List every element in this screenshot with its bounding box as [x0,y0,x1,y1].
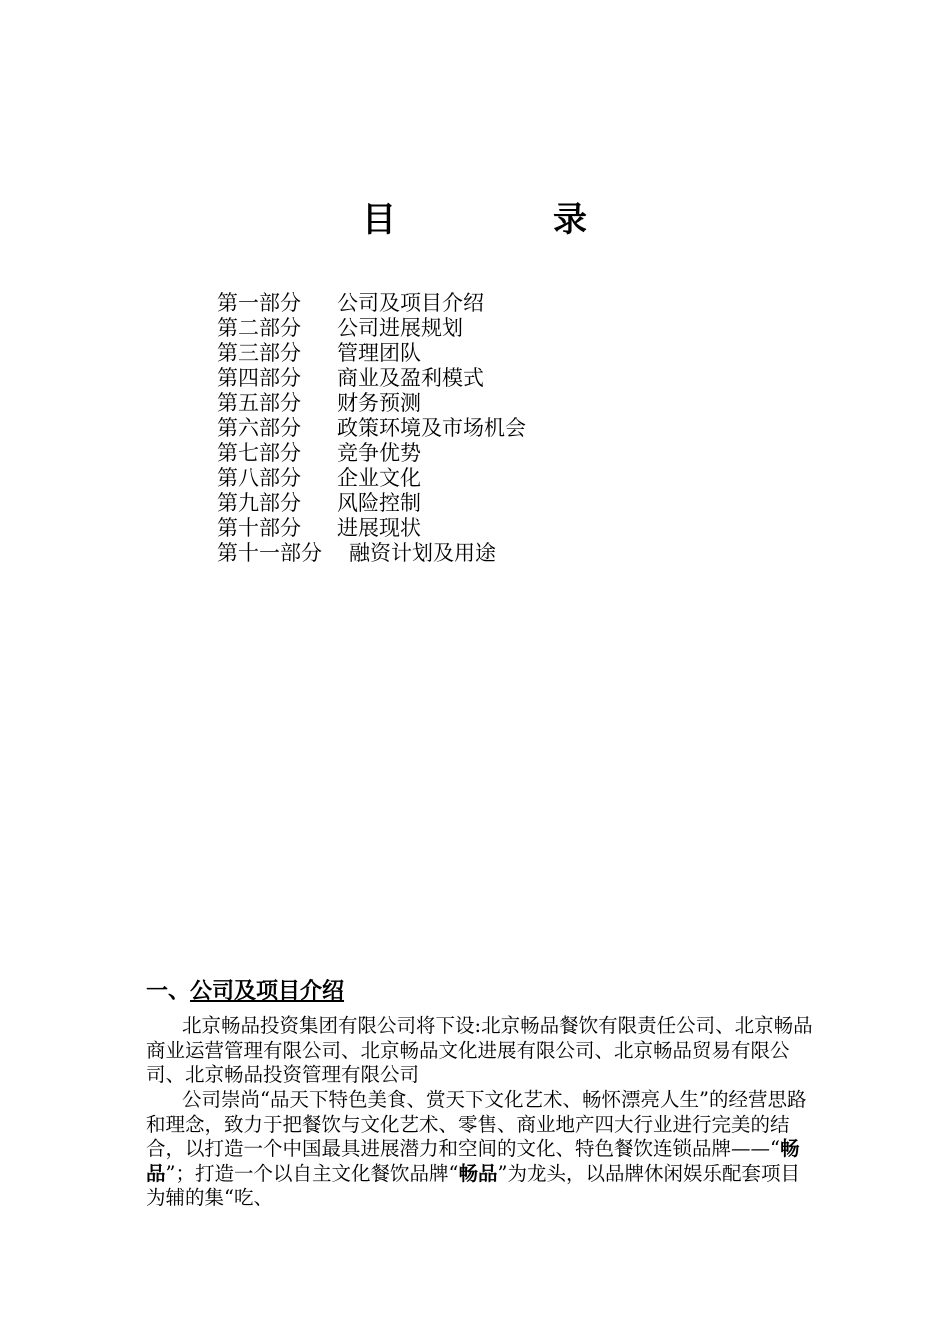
toc-item-title: 公司及项目介绍 [337,291,484,315]
toc-part-label: 第五部分 [217,391,301,415]
toc-part-label: 第六部分 [217,416,301,440]
body-paragraph [146,1088,816,1211]
toc-item[interactable] [217,541,526,566]
toc-item-title: 竞争优势 [337,441,421,465]
toc-item[interactable] [217,366,526,391]
toc-item[interactable] [217,291,526,316]
body-paragraph: 北京畅品投资集团有限公司将下设:北京畅品餐饮有限责任公司、北京畅品商业运营管理有限公司、北京畅品文化进展有限公司、北京畅品贸易有限公司、北京畅品投资管理有限公司 [146,1014,813,1087]
toc-part-label: 第七部分 [217,441,301,465]
toc-item-title: 融资计划及用途 [349,541,496,565]
toc-item[interactable] [217,441,526,466]
toc-item-title: 进展现状 [337,516,421,540]
toc-item[interactable] [217,391,526,416]
toc-part-label: 第一部分 [217,291,301,315]
toc-item-title: 管理团队 [337,341,421,365]
toc-part-label: 第三部分 [217,341,301,365]
section-number: 一、 [146,979,191,1004]
toc-item[interactable] [217,316,526,341]
toc-item[interactable] [217,491,526,516]
toc-list [217,291,526,566]
paragraph-text: ”为龙头，以品牌休闲娱乐配套项目为辅的集“吃、 [146,1161,800,1210]
toc-part-label: 第九部分 [217,491,301,515]
toc-item-title: 财务预测 [337,391,421,415]
section-heading [146,974,344,1005]
toc-part-label: 第十部分 [217,516,301,540]
toc-item-title: 企业文化 [337,466,421,490]
toc-item[interactable] [217,516,526,541]
toc-item[interactable] [217,341,526,366]
toc-title-char-1: 目 [362,200,396,240]
toc-item[interactable] [217,466,526,491]
toc-title [0,192,950,242]
brand-name: 畅品 [146,1137,800,1185]
toc-part-label: 第四部分 [217,366,301,390]
toc-item[interactable] [217,416,526,441]
brand-name: 畅品 [458,1161,498,1185]
toc-item-title: 风险控制 [337,491,421,515]
toc-item-title: 公司进展规划 [337,316,463,340]
toc-title-char-2: 录 [553,200,587,240]
toc-item-title: 政策环境及市场机会 [337,416,526,440]
toc-part-label: 第十一部分 [217,541,322,565]
paragraph-text: ”；打造一个以自主文化餐饮品牌“ [165,1161,459,1185]
toc-part-label: 第二部分 [217,316,301,340]
toc-item-title: 商业及盈利模式 [337,366,484,390]
toc-part-label: 第八部分 [217,466,301,490]
paragraph-text: 公司崇尚“品天下特色美食、赏天下文化艺术、畅怀漂亮人生”的经营思路和理念，致力于把餐饮与文化艺术、零售、商业地产四大行业进行完美的结合，以打造一个中国最具进展潜力和空间的文化、特色餐饮连锁品牌——“ [146,1088,807,1161]
section-title: 公司及项目介绍 [190,979,345,1004]
